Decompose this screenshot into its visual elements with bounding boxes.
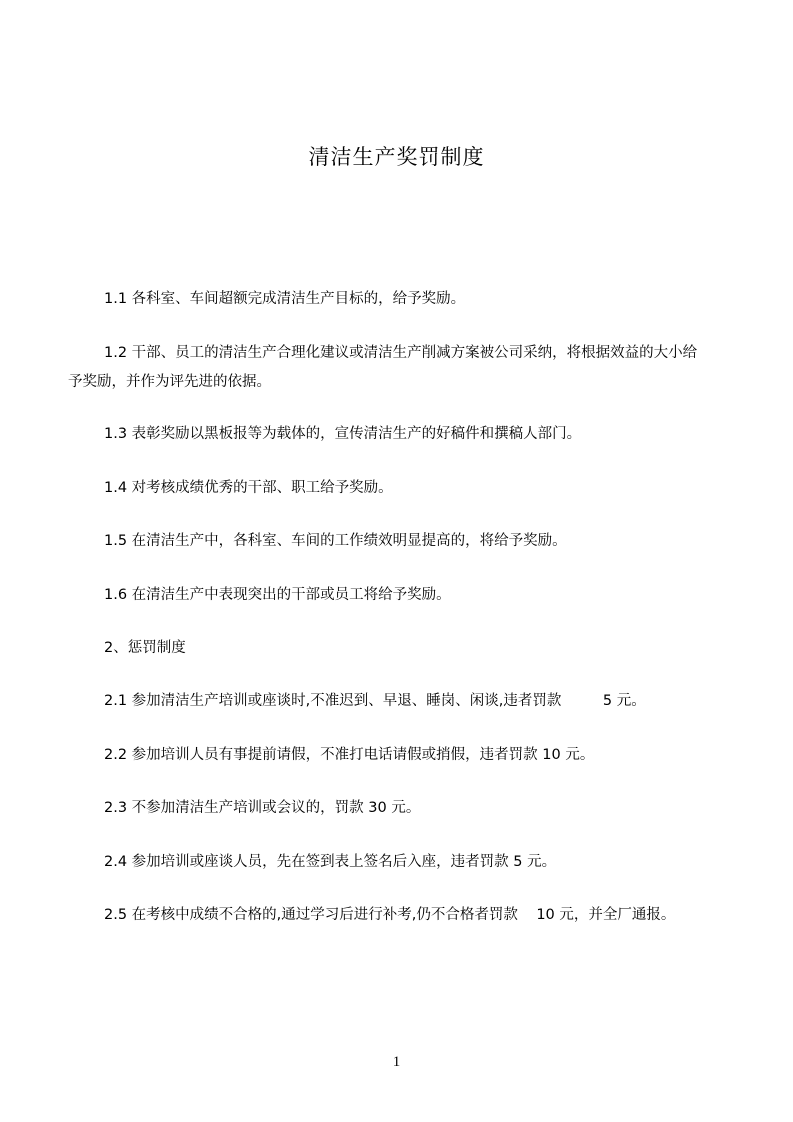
page-number: 1: [392, 1054, 401, 1070]
paragraph-1-1: 1.1 各科室、车间超额完成清洁生产目标的，给予奖励。: [104, 291, 466, 307]
paragraph-1-3: 1.3 表彰奖励以黑板报等为载体的，宣传清洁生产的好稿件和撰稿人部门。: [104, 426, 582, 442]
paragraph-1-6: 1.6 在清洁生产中表现突出的干部或员工将给予奖励。: [104, 587, 451, 603]
document-title: 清洁生产奖罚制度: [308, 145, 485, 169]
paragraph-2-1: 2.1 参加清洁生产培训或座谈时,不准迟到、早退、睡岗、闲谈,违者罚款 5 元。: [104, 693, 646, 709]
paragraph-1-5: 1.5 在清洁生产中，各科室、车间的工作绩效明显提高的，将给予奖励。: [104, 533, 567, 549]
paragraph-1-2-text: 1.2 干部、员工的清洁生产合理化建议或清洁生产削减方案被公司采纳，将根据效益的大小给予奖励，并作为评先进的依据。: [68, 345, 698, 390]
paragraph-1-2: [68, 339, 704, 397]
paragraph-2-3: 2.3 不参加清洁生产培训或会议的，罚款 30 元。: [104, 800, 421, 816]
section-heading-penalty: 2、惩罚制度: [104, 640, 186, 656]
paragraph-2-4: 2.4 参加培训或座谈人员，先在签到表上签名后入座，违者罚款 5 元。: [104, 854, 557, 870]
paragraph-2-5-text: 2.5 在考核中成绩不合格的,通过学习后进行补考,仍不合格者罚款 10 元，并全厂通报。: [104, 907, 676, 923]
paragraph-2-5: [104, 901, 704, 930]
paragraph-2-2: 2.2 参加培训人员有事提前请假，不准打电话请假或捎假，违者罚款 10 元。: [104, 747, 595, 763]
paragraph-1-4: 1.4 对考核成绩优秀的干部、职工给予奖励。: [104, 480, 393, 496]
